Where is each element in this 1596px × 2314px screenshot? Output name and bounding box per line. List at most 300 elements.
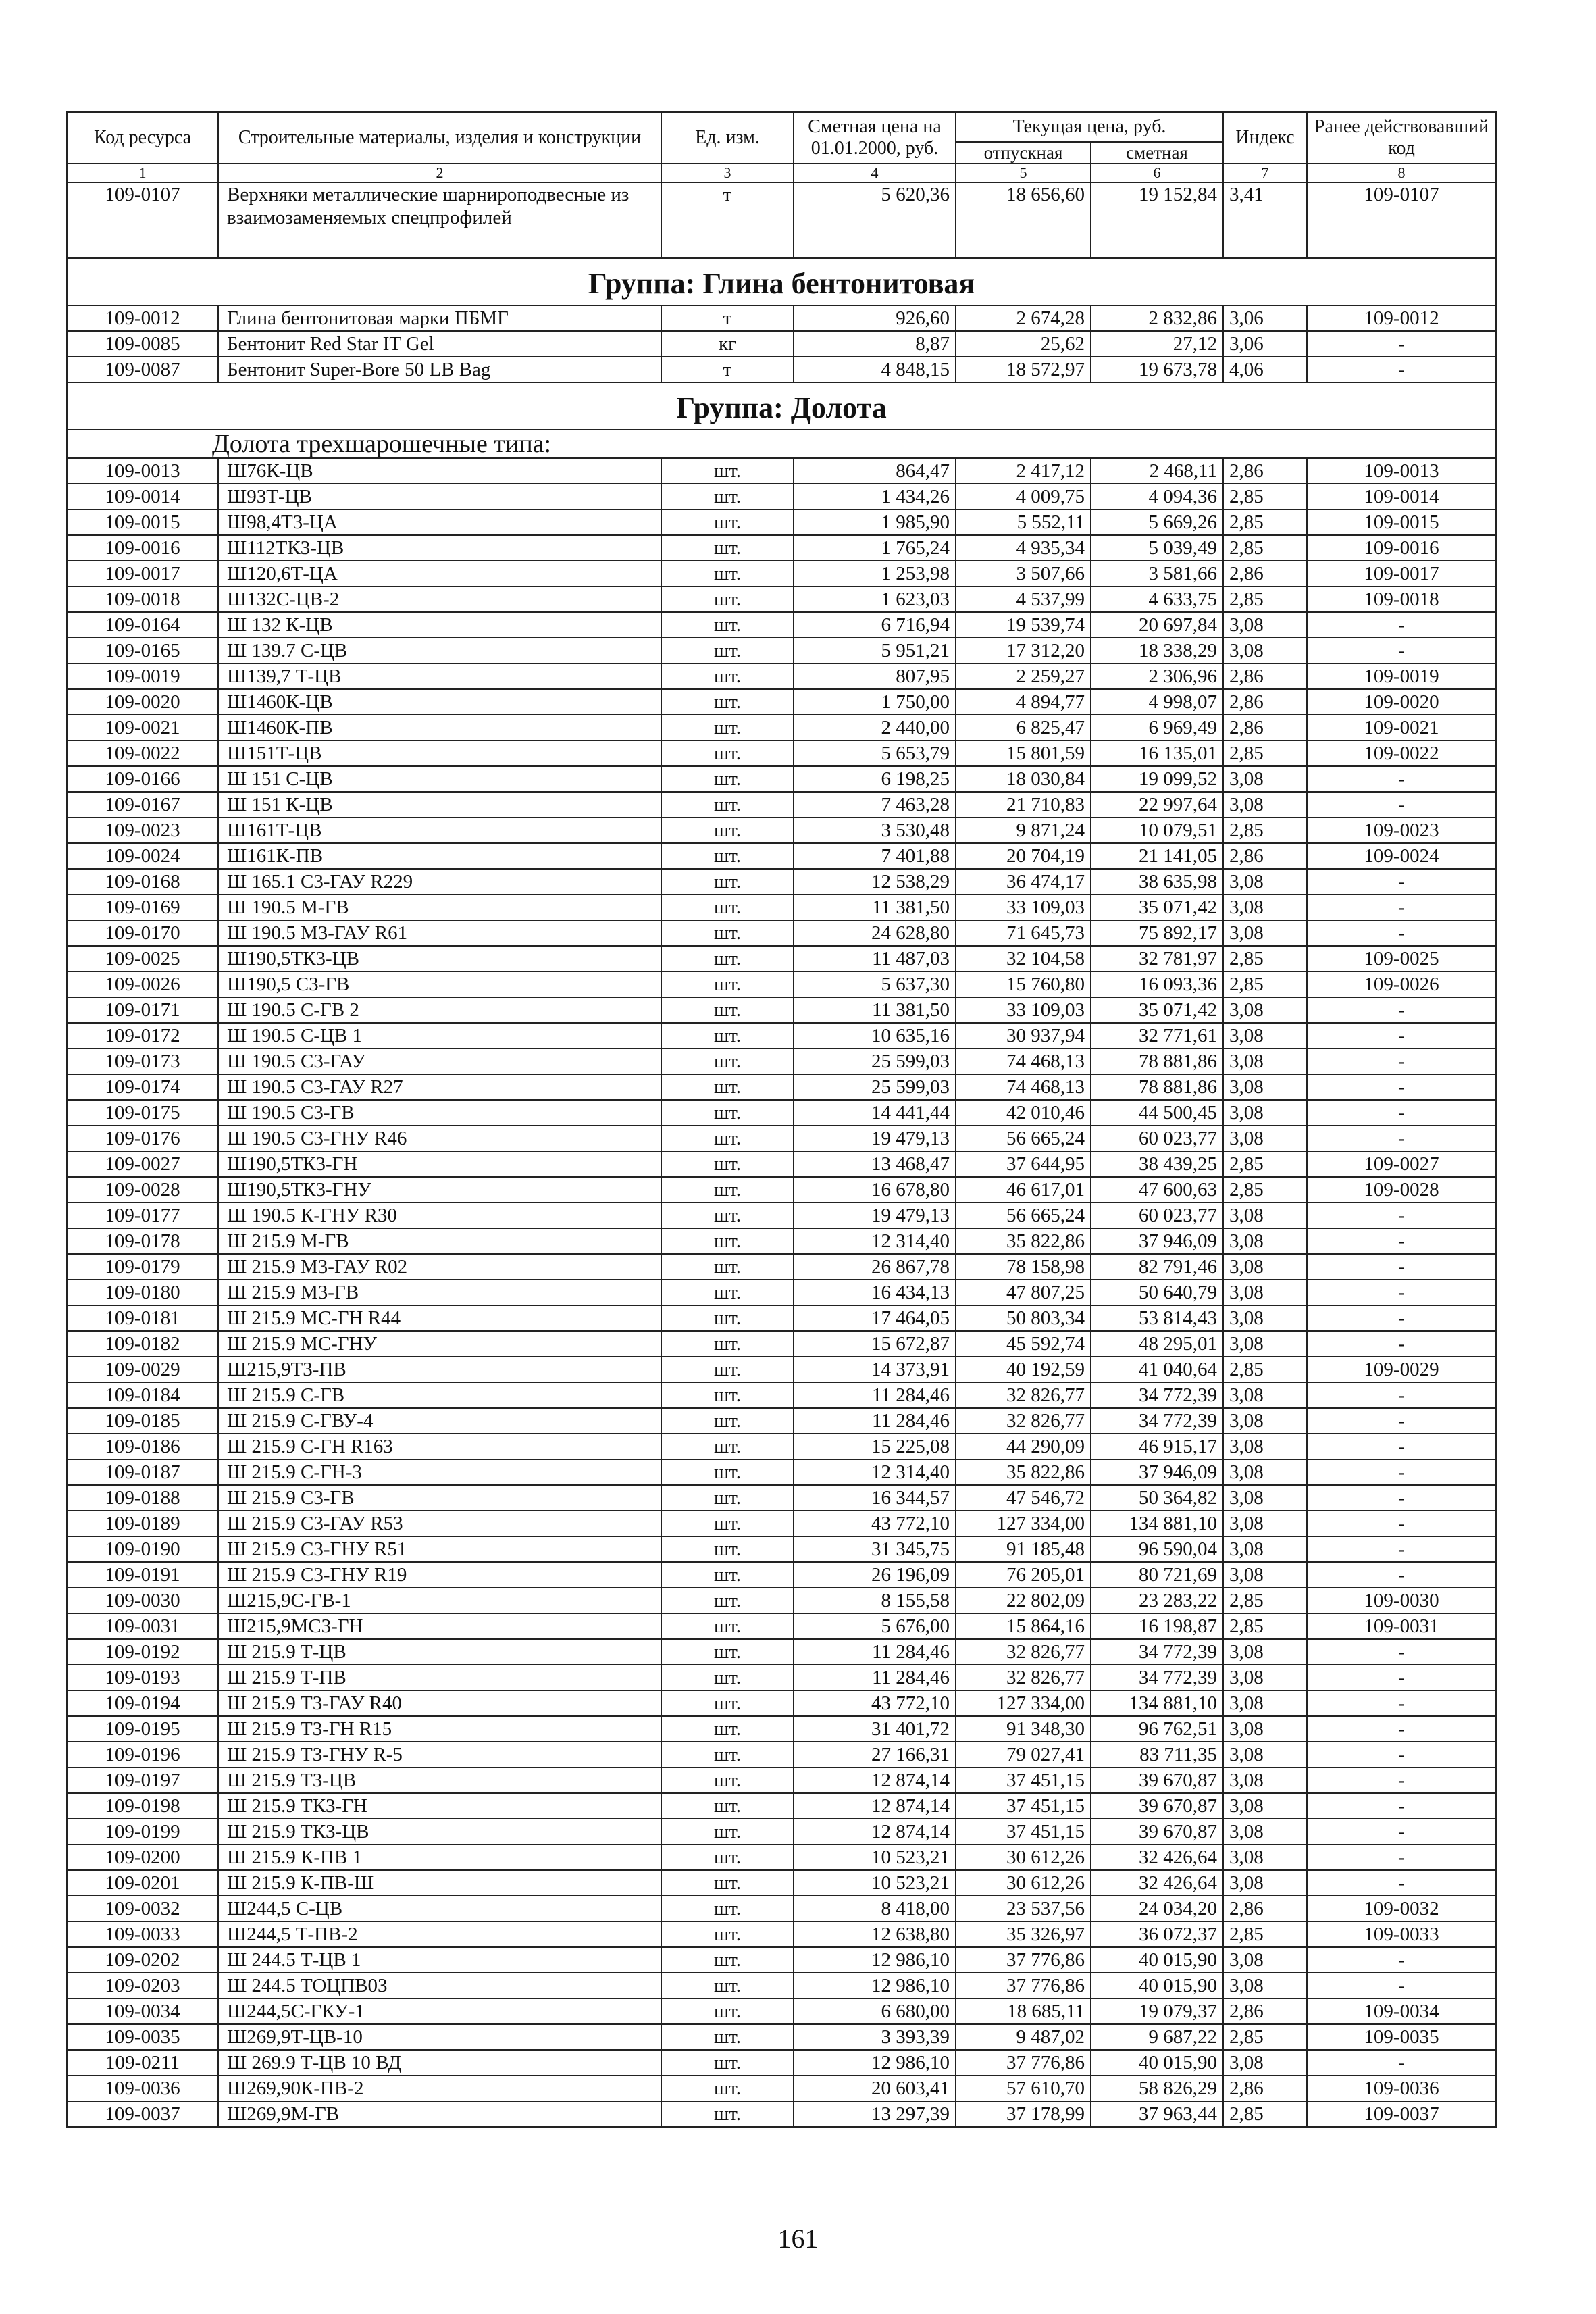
cell-unit: шт. bbox=[661, 1434, 794, 1459]
cell-unit: шт. bbox=[661, 2024, 794, 2050]
cell-selling-price: 3 507,66 bbox=[956, 561, 1091, 586]
cell-previous-code: - bbox=[1307, 869, 1496, 895]
cell-index: 3,08 bbox=[1223, 1331, 1307, 1357]
cell-estimated-price: 134 881,10 bbox=[1091, 1690, 1223, 1716]
cell-estimated-price: 32 781,97 bbox=[1091, 946, 1223, 972]
cell-name: Ш244,5 С-ЦВ bbox=[218, 1896, 661, 1921]
cell-base-price: 807,95 bbox=[794, 663, 956, 689]
cell-code: 109-0178 bbox=[67, 1228, 218, 1254]
cell-previous-code: 109-0028 bbox=[1307, 1177, 1496, 1203]
cell-estimated-price: 34 772,39 bbox=[1091, 1382, 1223, 1408]
cell-base-price: 1 253,98 bbox=[794, 561, 956, 586]
cell-estimated-price: 19 152,84 bbox=[1091, 182, 1223, 258]
cell-name: Ш 215.9 С-ГН-3 bbox=[218, 1459, 661, 1485]
cell-name: Бентонит Red Star IT Gel bbox=[218, 331, 661, 357]
table-row bbox=[67, 920, 1496, 946]
cell-selling-price: 127 334,00 bbox=[956, 1511, 1091, 1536]
cell-code: 109-0164 bbox=[67, 612, 218, 638]
cell-estimated-price: 4 633,75 bbox=[1091, 586, 1223, 612]
table-row bbox=[67, 1742, 1496, 1767]
cell-estimated-price: 134 881,10 bbox=[1091, 1511, 1223, 1536]
cell-base-price: 3 393,39 bbox=[794, 2024, 956, 2050]
cell-base-price: 12 986,10 bbox=[794, 1947, 956, 1973]
table-row bbox=[67, 1613, 1496, 1639]
cell-estimated-price: 27,12 bbox=[1091, 331, 1223, 357]
cell-base-price: 5 637,30 bbox=[794, 972, 956, 997]
cell-selling-price: 15 864,16 bbox=[956, 1613, 1091, 1639]
cell-code: 109-0186 bbox=[67, 1434, 218, 1459]
cell-estimated-price: 40 015,90 bbox=[1091, 1947, 1223, 1973]
cell-index: 3,08 bbox=[1223, 1690, 1307, 1716]
cell-selling-price: 45 592,74 bbox=[956, 1331, 1091, 1357]
cell-estimated-price: 48 295,01 bbox=[1091, 1331, 1223, 1357]
cell-code: 109-0176 bbox=[67, 1126, 218, 1151]
cell-code: 109-0175 bbox=[67, 1100, 218, 1126]
cell-selling-price: 40 192,59 bbox=[956, 1357, 1091, 1382]
cell-name: Ш190,5 С3-ГВ bbox=[218, 972, 661, 997]
cell-estimated-price: 16 093,36 bbox=[1091, 972, 1223, 997]
cell-unit: т bbox=[661, 357, 794, 382]
cell-code: 109-0035 bbox=[67, 2024, 218, 2050]
column-number: 6 bbox=[1091, 164, 1223, 182]
cell-name: Ш 139.7 С-ЦВ bbox=[218, 638, 661, 663]
cell-estimated-price: 34 772,39 bbox=[1091, 1665, 1223, 1690]
cell-previous-code: 109-0013 bbox=[1307, 458, 1496, 484]
cell-unit: шт. bbox=[661, 561, 794, 586]
cell-previous-code: - bbox=[1307, 1793, 1496, 1819]
cell-estimated-price: 34 772,39 bbox=[1091, 1408, 1223, 1434]
cell-base-price: 12 986,10 bbox=[794, 2050, 956, 2076]
cell-index: 3,08 bbox=[1223, 1074, 1307, 1100]
cell-unit: шт. bbox=[661, 1100, 794, 1126]
cell-previous-code: 109-0035 bbox=[1307, 2024, 1496, 2050]
cell-estimated-price: 80 721,69 bbox=[1091, 1562, 1223, 1588]
header-index: Индекс bbox=[1223, 112, 1307, 164]
cell-unit: шт. bbox=[661, 972, 794, 997]
cell-code: 109-0193 bbox=[67, 1665, 218, 1690]
cell-previous-code: 109-0015 bbox=[1307, 509, 1496, 535]
table-row bbox=[67, 818, 1496, 843]
cell-selling-price: 37 178,99 bbox=[956, 2101, 1091, 2127]
cell-base-price: 13 297,39 bbox=[794, 2101, 956, 2127]
table-row bbox=[67, 561, 1496, 586]
cell-code: 109-0185 bbox=[67, 1408, 218, 1434]
cell-selling-price: 33 109,03 bbox=[956, 895, 1091, 920]
cell-base-price: 10 635,16 bbox=[794, 1023, 956, 1049]
cell-estimated-price: 32 426,64 bbox=[1091, 1870, 1223, 1896]
table-row bbox=[67, 1947, 1496, 1973]
cell-code: 109-0169 bbox=[67, 895, 218, 920]
cell-base-price: 31 401,72 bbox=[794, 1716, 956, 1742]
cell-base-price: 27 166,31 bbox=[794, 1742, 956, 1767]
cell-index: 3,08 bbox=[1223, 1280, 1307, 1305]
cell-selling-price: 56 665,24 bbox=[956, 1203, 1091, 1228]
cell-selling-price: 18 656,60 bbox=[956, 182, 1091, 258]
column-number: 5 bbox=[956, 164, 1091, 182]
cell-index: 2,85 bbox=[1223, 740, 1307, 766]
cell-selling-price: 2 674,28 bbox=[956, 305, 1091, 331]
cell-unit: шт. bbox=[661, 1305, 794, 1331]
cell-selling-price: 30 612,26 bbox=[956, 1870, 1091, 1896]
column-number: 8 bbox=[1307, 164, 1496, 182]
cell-previous-code: 109-0025 bbox=[1307, 946, 1496, 972]
cell-code: 109-0028 bbox=[67, 1177, 218, 1203]
cell-index: 3,06 bbox=[1223, 331, 1307, 357]
cell-selling-price: 15 760,80 bbox=[956, 972, 1091, 997]
table-row bbox=[67, 305, 1496, 331]
cell-estimated-price: 39 670,87 bbox=[1091, 1793, 1223, 1819]
cell-index: 2,86 bbox=[1223, 689, 1307, 715]
cell-estimated-price: 23 283,22 bbox=[1091, 1588, 1223, 1613]
cell-base-price: 11 381,50 bbox=[794, 895, 956, 920]
cell-index: 2,86 bbox=[1223, 715, 1307, 740]
cell-name: Ш215,9С-ГВ-1 bbox=[218, 1588, 661, 1613]
cell-unit: шт. bbox=[661, 689, 794, 715]
cell-name: Ш 269.9 Т-ЦВ 10 ВД bbox=[218, 2050, 661, 2076]
cell-selling-price: 76 205,01 bbox=[956, 1562, 1091, 1588]
cell-estimated-price: 4 094,36 bbox=[1091, 484, 1223, 509]
cell-previous-code: 109-0020 bbox=[1307, 689, 1496, 715]
cell-index: 3,08 bbox=[1223, 1665, 1307, 1690]
cell-index: 3,08 bbox=[1223, 997, 1307, 1023]
cell-base-price: 5 653,79 bbox=[794, 740, 956, 766]
cell-index: 2,85 bbox=[1223, 484, 1307, 509]
cell-estimated-price: 35 071,42 bbox=[1091, 997, 1223, 1023]
cell-index: 3,08 bbox=[1223, 1126, 1307, 1151]
cell-selling-price: 15 801,59 bbox=[956, 740, 1091, 766]
cell-previous-code: - bbox=[1307, 997, 1496, 1023]
table-row bbox=[67, 843, 1496, 869]
table-row bbox=[67, 1973, 1496, 1998]
cell-index: 2,85 bbox=[1223, 1921, 1307, 1947]
cell-index: 3,08 bbox=[1223, 1023, 1307, 1049]
cell-previous-code: - bbox=[1307, 895, 1496, 920]
cell-estimated-price: 16 135,01 bbox=[1091, 740, 1223, 766]
cell-previous-code: 109-0107 bbox=[1307, 182, 1496, 258]
cell-selling-price: 35 326,97 bbox=[956, 1921, 1091, 1947]
cell-estimated-price: 16 198,87 bbox=[1091, 1613, 1223, 1639]
cell-name: Ш 132 К-ЦВ bbox=[218, 612, 661, 638]
table-row bbox=[67, 715, 1496, 740]
cell-unit: шт. bbox=[661, 1793, 794, 1819]
cell-previous-code: - bbox=[1307, 1023, 1496, 1049]
cell-estimated-price: 46 915,17 bbox=[1091, 1434, 1223, 1459]
column-number: 2 bbox=[218, 164, 661, 182]
cell-index: 3,08 bbox=[1223, 1870, 1307, 1896]
cell-previous-code: - bbox=[1307, 2050, 1496, 2076]
cell-selling-price: 44 290,09 bbox=[956, 1434, 1091, 1459]
cell-code: 109-0032 bbox=[67, 1896, 218, 1921]
cell-selling-price: 37 776,86 bbox=[956, 1947, 1091, 1973]
table-row bbox=[67, 1331, 1496, 1357]
cell-estimated-price: 37 963,44 bbox=[1091, 2101, 1223, 2127]
cell-name: Ш190,5ТК3-ЦВ bbox=[218, 946, 661, 972]
cell-code: 109-0167 bbox=[67, 792, 218, 818]
table-row bbox=[67, 1998, 1496, 2024]
cell-selling-price: 6 825,47 bbox=[956, 715, 1091, 740]
cell-base-price: 16 344,57 bbox=[794, 1485, 956, 1511]
cell-index: 3,08 bbox=[1223, 1434, 1307, 1459]
cell-unit: шт. bbox=[661, 509, 794, 535]
table-row bbox=[67, 1434, 1496, 1459]
cell-name: Ш 215.9 К-ПВ-Ш bbox=[218, 1870, 661, 1896]
table-row bbox=[67, 1049, 1496, 1074]
cell-selling-price: 32 826,77 bbox=[956, 1639, 1091, 1665]
cell-base-price: 864,47 bbox=[794, 458, 956, 484]
cell-code: 109-0172 bbox=[67, 1023, 218, 1049]
cell-unit: шт. bbox=[661, 1921, 794, 1947]
cell-index: 3,08 bbox=[1223, 1536, 1307, 1562]
cell-base-price: 6 680,00 bbox=[794, 1998, 956, 2024]
cell-name: Ш 190.5 С-ЦВ 1 bbox=[218, 1023, 661, 1049]
cell-estimated-price: 2 832,86 bbox=[1091, 305, 1223, 331]
cell-code: 109-0179 bbox=[67, 1254, 218, 1280]
cell-base-price: 12 874,14 bbox=[794, 1819, 956, 1844]
table-row bbox=[67, 1767, 1496, 1793]
cell-unit: шт. bbox=[661, 818, 794, 843]
cell-unit: шт. bbox=[661, 997, 794, 1023]
cell-unit: шт. bbox=[661, 1074, 794, 1100]
cell-previous-code: 109-0033 bbox=[1307, 1921, 1496, 1947]
cell-estimated-price: 3 581,66 bbox=[1091, 561, 1223, 586]
cell-index: 2,86 bbox=[1223, 663, 1307, 689]
cell-selling-price: 42 010,46 bbox=[956, 1100, 1091, 1126]
cell-previous-code: 109-0017 bbox=[1307, 561, 1496, 586]
cell-previous-code: 109-0018 bbox=[1307, 586, 1496, 612]
table-row bbox=[67, 638, 1496, 663]
cell-base-price: 8 155,58 bbox=[794, 1588, 956, 1613]
table-row bbox=[67, 2050, 1496, 2076]
cell-selling-price: 9 487,02 bbox=[956, 2024, 1091, 2050]
cell-selling-price: 2 259,27 bbox=[956, 663, 1091, 689]
subgroup-row bbox=[67, 430, 1496, 458]
table-row bbox=[67, 1588, 1496, 1613]
cell-name: Ш269,9М-ГВ bbox=[218, 2101, 661, 2127]
table-row bbox=[67, 1665, 1496, 1690]
cell-previous-code: 109-0034 bbox=[1307, 1998, 1496, 2024]
cell-name: Ш269,9Т-ЦВ-10 bbox=[218, 2024, 661, 2050]
cell-index: 2,85 bbox=[1223, 509, 1307, 535]
table-row bbox=[67, 1844, 1496, 1870]
cell-index: 3,08 bbox=[1223, 1254, 1307, 1280]
cell-code: 109-0036 bbox=[67, 2076, 218, 2101]
cell-index: 2,86 bbox=[1223, 458, 1307, 484]
table-row bbox=[67, 1203, 1496, 1228]
cell-index: 3,08 bbox=[1223, 1459, 1307, 1485]
cell-estimated-price: 2 306,96 bbox=[1091, 663, 1223, 689]
cell-previous-code: - bbox=[1307, 1485, 1496, 1511]
cell-estimated-price: 53 814,43 bbox=[1091, 1305, 1223, 1331]
cell-index: 3,08 bbox=[1223, 1203, 1307, 1228]
cell-selling-price: 4 894,77 bbox=[956, 689, 1091, 715]
table-row bbox=[67, 1074, 1496, 1100]
cell-previous-code: 109-0036 bbox=[1307, 2076, 1496, 2101]
cell-unit: шт. bbox=[661, 715, 794, 740]
cell-name: Бентонит Super-Bore 50 LB Bag bbox=[218, 357, 661, 382]
cell-selling-price: 32 826,77 bbox=[956, 1382, 1091, 1408]
table-row bbox=[67, 1921, 1496, 1947]
cell-estimated-price: 4 998,07 bbox=[1091, 689, 1223, 715]
cell-estimated-price: 47 600,63 bbox=[1091, 1177, 1223, 1203]
cell-index: 3,08 bbox=[1223, 1742, 1307, 1767]
cell-unit: шт. bbox=[661, 1280, 794, 1305]
header-estimate-price: Сметная цена на 01.01.2000, руб. bbox=[794, 112, 956, 164]
cell-previous-code: - bbox=[1307, 1305, 1496, 1331]
cell-unit: шт. bbox=[661, 740, 794, 766]
cell-previous-code: - bbox=[1307, 638, 1496, 663]
cell-estimated-price: 60 023,77 bbox=[1091, 1126, 1223, 1151]
cell-estimated-price: 75 892,17 bbox=[1091, 920, 1223, 946]
cell-index: 2,85 bbox=[1223, 586, 1307, 612]
cell-code: 109-0201 bbox=[67, 1870, 218, 1896]
cell-base-price: 17 464,05 bbox=[794, 1305, 956, 1331]
cell-base-price: 15 672,87 bbox=[794, 1331, 956, 1357]
cell-code: 109-0023 bbox=[67, 818, 218, 843]
cell-code: 109-0018 bbox=[67, 586, 218, 612]
table-row bbox=[67, 740, 1496, 766]
cell-estimated-price: 40 015,90 bbox=[1091, 2050, 1223, 2076]
table-row bbox=[67, 1896, 1496, 1921]
cell-previous-code: - bbox=[1307, 1511, 1496, 1536]
cell-code: 109-0188 bbox=[67, 1485, 218, 1511]
cell-name: Ш190,5ТК3-ГН bbox=[218, 1151, 661, 1177]
column-number: 7 bbox=[1223, 164, 1307, 182]
cell-base-price: 1 623,03 bbox=[794, 586, 956, 612]
cell-name: Ш215,9Т3-ПВ bbox=[218, 1357, 661, 1382]
page-number: 161 bbox=[777, 2223, 819, 2254]
cell-unit: шт. bbox=[661, 1690, 794, 1716]
cell-index: 2,86 bbox=[1223, 2076, 1307, 2101]
cell-code: 109-0085 bbox=[67, 331, 218, 357]
cell-estimated-price: 38 439,25 bbox=[1091, 1151, 1223, 1177]
cell-name: Ш161К-ПВ bbox=[218, 843, 661, 869]
cell-previous-code: 109-0029 bbox=[1307, 1357, 1496, 1382]
cell-selling-price: 37 451,15 bbox=[956, 1793, 1091, 1819]
cell-estimated-price: 9 687,22 bbox=[1091, 2024, 1223, 2050]
cell-base-price: 12 638,80 bbox=[794, 1921, 956, 1947]
table-row bbox=[67, 535, 1496, 561]
cell-previous-code: - bbox=[1307, 1767, 1496, 1793]
cell-selling-price: 50 803,34 bbox=[956, 1305, 1091, 1331]
cell-code: 109-0165 bbox=[67, 638, 218, 663]
cell-index: 3,08 bbox=[1223, 1947, 1307, 1973]
cell-selling-price: 4 009,75 bbox=[956, 484, 1091, 509]
subgroup-title: Долота трехшарошечные типа: bbox=[67, 430, 1496, 458]
cell-name: Ш151Т-ЦВ bbox=[218, 740, 661, 766]
cell-index: 3,08 bbox=[1223, 1485, 1307, 1511]
cell-unit: шт. bbox=[661, 920, 794, 946]
cell-base-price: 8 418,00 bbox=[794, 1896, 956, 1921]
cell-code: 109-0030 bbox=[67, 1588, 218, 1613]
cell-unit: шт. bbox=[661, 1947, 794, 1973]
cell-unit: шт. bbox=[661, 895, 794, 920]
cell-previous-code: - bbox=[1307, 1639, 1496, 1665]
cell-base-price: 31 345,75 bbox=[794, 1536, 956, 1562]
cell-base-price: 14 441,44 bbox=[794, 1100, 956, 1126]
cell-base-price: 11 284,46 bbox=[794, 1408, 956, 1434]
cell-selling-price: 4 537,99 bbox=[956, 586, 1091, 612]
cell-previous-code: 109-0027 bbox=[1307, 1151, 1496, 1177]
cell-selling-price: 30 937,94 bbox=[956, 1023, 1091, 1049]
cell-selling-price: 78 158,98 bbox=[956, 1254, 1091, 1280]
cell-name: Ш 190.5 С3-ГАУ R27 bbox=[218, 1074, 661, 1100]
cell-selling-price: 37 451,15 bbox=[956, 1819, 1091, 1844]
cell-unit: шт. bbox=[661, 638, 794, 663]
cell-code: 109-0034 bbox=[67, 1998, 218, 2024]
table-row bbox=[67, 182, 1496, 258]
cell-estimated-price: 37 946,09 bbox=[1091, 1459, 1223, 1485]
cell-estimated-price: 96 590,04 bbox=[1091, 1536, 1223, 1562]
cell-previous-code: - bbox=[1307, 1408, 1496, 1434]
cell-name: Ш 215.9 К-ПВ 1 bbox=[218, 1844, 661, 1870]
cell-previous-code: - bbox=[1307, 1819, 1496, 1844]
cell-index: 2,86 bbox=[1223, 1896, 1307, 1921]
cell-base-price: 5 620,36 bbox=[794, 182, 956, 258]
cell-unit: шт. bbox=[661, 484, 794, 509]
cell-selling-price: 37 644,95 bbox=[956, 1151, 1091, 1177]
cell-previous-code: - bbox=[1307, 920, 1496, 946]
table-row bbox=[67, 357, 1496, 382]
table-row bbox=[67, 1305, 1496, 1331]
cell-code: 109-0166 bbox=[67, 766, 218, 792]
cell-index: 3,08 bbox=[1223, 1228, 1307, 1254]
table-row bbox=[67, 792, 1496, 818]
cell-unit: шт. bbox=[661, 1896, 794, 1921]
cell-previous-code: - bbox=[1307, 1100, 1496, 1126]
cell-code: 109-0021 bbox=[67, 715, 218, 740]
cell-name: Ш 190.5 К-ГНУ R30 bbox=[218, 1203, 661, 1228]
cell-name: Ш 215.9 С3-ГНУ R51 bbox=[218, 1536, 661, 1562]
table-row bbox=[67, 1459, 1496, 1485]
cell-unit: т bbox=[661, 182, 794, 258]
group-heading-row bbox=[67, 258, 1496, 305]
cell-name: Ш 215.9 М3-ГВ bbox=[218, 1280, 661, 1305]
cell-unit: шт. bbox=[661, 1331, 794, 1357]
cell-selling-price: 35 822,86 bbox=[956, 1228, 1091, 1254]
cell-code: 109-0211 bbox=[67, 2050, 218, 2076]
cell-base-price: 13 468,47 bbox=[794, 1151, 956, 1177]
cell-code: 109-0192 bbox=[67, 1639, 218, 1665]
cell-unit: шт. bbox=[661, 1767, 794, 1793]
cell-code: 109-0203 bbox=[67, 1973, 218, 1998]
cell-code: 109-0022 bbox=[67, 740, 218, 766]
cell-selling-price: 57 610,70 bbox=[956, 2076, 1091, 2101]
cell-code: 109-0180 bbox=[67, 1280, 218, 1305]
header-previous-code: Ранее действовавший код bbox=[1307, 112, 1496, 164]
cell-estimated-price: 19 079,37 bbox=[1091, 1998, 1223, 2024]
cell-previous-code: 109-0030 bbox=[1307, 1588, 1496, 1613]
cell-index: 3,08 bbox=[1223, 1844, 1307, 1870]
cell-index: 2,85 bbox=[1223, 1357, 1307, 1382]
cell-base-price: 926,60 bbox=[794, 305, 956, 331]
cell-estimated-price: 36 072,37 bbox=[1091, 1921, 1223, 1947]
cell-base-price: 7 401,88 bbox=[794, 843, 956, 869]
cell-selling-price: 19 539,74 bbox=[956, 612, 1091, 638]
cell-index: 2,85 bbox=[1223, 972, 1307, 997]
cell-unit: шт. bbox=[661, 1485, 794, 1511]
cell-estimated-price: 44 500,45 bbox=[1091, 1100, 1223, 1126]
cell-previous-code: - bbox=[1307, 792, 1496, 818]
cell-code: 109-0013 bbox=[67, 458, 218, 484]
cell-code: 109-0168 bbox=[67, 869, 218, 895]
cell-selling-price: 74 468,13 bbox=[956, 1049, 1091, 1074]
cell-code: 109-0200 bbox=[67, 1844, 218, 1870]
cell-unit: шт. bbox=[661, 2050, 794, 2076]
table-row bbox=[67, 1280, 1496, 1305]
cell-code: 109-0191 bbox=[67, 1562, 218, 1588]
cell-unit: шт. bbox=[661, 1588, 794, 1613]
cell-name: Глина бентонитовая марки ПБМГ bbox=[218, 305, 661, 331]
